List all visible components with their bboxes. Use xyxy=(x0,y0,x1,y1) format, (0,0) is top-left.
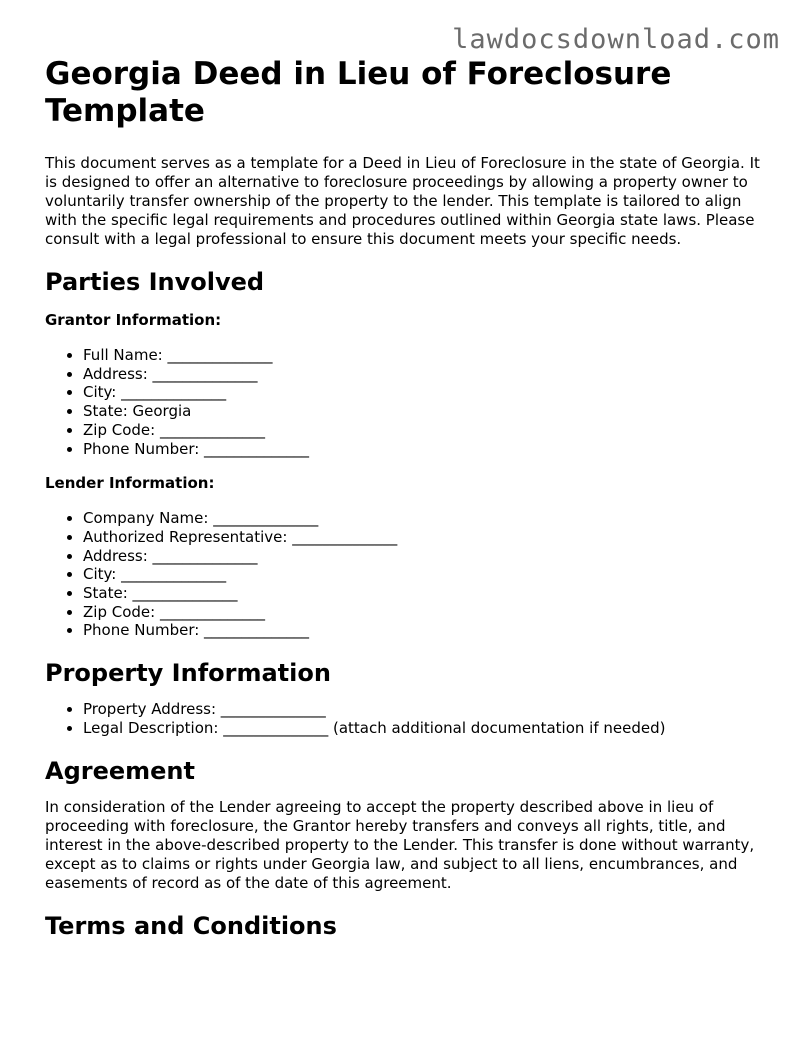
parties-heading: Parties Involved xyxy=(45,268,265,296)
list-item: • State: Georgia xyxy=(83,402,765,421)
terms-heading: Terms and Conditions xyxy=(45,911,337,940)
list-item: • Property Address: ______________ xyxy=(83,700,765,719)
list-item: • Phone Number: ______________ xyxy=(83,440,765,459)
intro-paragraph: This document serves as a template for a Deed in Lieu of Foreclosure in the state of Georgia. It is designed to offer an alternative to foreclosure proceedings by allowing a property owner to voluntarily transfer ownership of the property to the lender. This template is tailored to align with the specific legal requirements and procedures outlined within Georgia state laws. Please consult with a legal professional to ensure this document meets your specific needs. xyxy=(45,154,760,248)
agreement-paragraph: In consideration of the Lender agreeing to accept the property described above in lieu of proceeding with foreclosure, the Grantor hereby transfers and conveys all rights, title, and interest in the above-described property to the Lender. This transfer is done without warranty, except as to claims or rights under Georgia law, and subject to all liens, encumbrances, and easements of record as of the date of this agreement. xyxy=(45,797,755,892)
agreement-heading: Agreement xyxy=(45,756,195,785)
watermark: lawdocsdownload.com xyxy=(452,24,780,55)
lender-heading: Lender Information: xyxy=(45,474,215,493)
grantor-heading: Grantor Information: xyxy=(45,311,222,329)
list-item: • Address: ______________ xyxy=(83,365,765,384)
document xyxy=(45,56,765,953)
list-item: • State: ______________ xyxy=(83,584,765,603)
property-heading: Property Information xyxy=(45,659,331,688)
list-item: • Company Name: ______________ xyxy=(83,509,765,528)
list-item: • Full Name: ______________ xyxy=(83,346,765,365)
list-item: • City: ______________ xyxy=(83,565,765,584)
list-item: • Legal Description: ______________ (attach additional documentation if needed) xyxy=(83,719,765,738)
property-list xyxy=(45,700,765,737)
grantor-list xyxy=(45,346,765,458)
list-item: • Phone Number: ______________ xyxy=(83,621,765,640)
list-item: • Address: ______________ xyxy=(83,547,765,566)
list-item: • City: ______________ xyxy=(83,383,765,402)
list-item: • Zip Code: ______________ xyxy=(83,603,765,622)
list-item: • Authorized Representative: ______________ xyxy=(83,528,765,547)
page-title: Georgia Deed in Lieu of Foreclosure Template xyxy=(45,56,672,129)
list-item: • Zip Code: ______________ xyxy=(83,421,765,440)
lender-list xyxy=(45,509,765,640)
